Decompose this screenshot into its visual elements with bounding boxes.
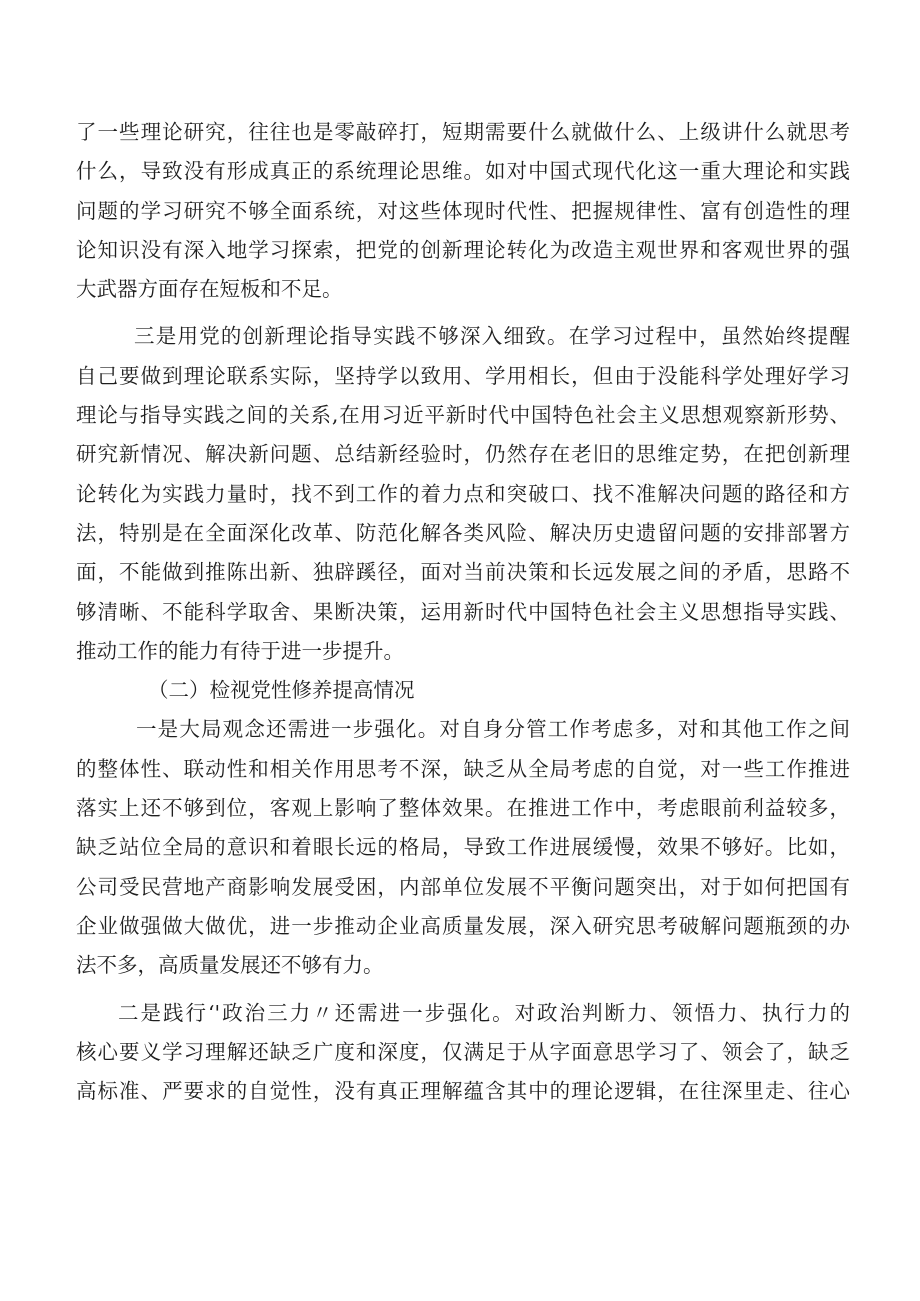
paragraph-theory-study	[76, 113, 850, 309]
text-line: 的整体性、联动性和相关作用思考不深，缺乏从全局考虑的自觉，对一些工作推进	[76, 756, 850, 781]
text-line: 面，不能做到推陈出新、独辟蹊径，面对当前决策和长远发展之间的矛盾，思路不	[76, 560, 850, 585]
text-line: 一是大局观念还需进一步强化。对自身分管工作考虑多，对和其他工作之间	[136, 717, 850, 742]
text-line: 公司受民营地产商影响发展受困，内部单位发展不平衡问题突出，对于如何把国有	[76, 874, 850, 899]
text-line: 推动工作的能力有待于进一步提升。	[76, 638, 404, 663]
text-line: 落实上还不够到位，客观上影响了整体效果。在推进工作中，考虑眼前利益较多，	[76, 796, 850, 821]
section-heading-text: （二）检视党性修养提高情况	[148, 678, 415, 703]
text-line: 研究新情况、解决新问题、总结新经验时，仍然存在老旧的思维定势，在把创新理	[76, 442, 850, 467]
paragraph-political-abilities	[76, 994, 850, 1112]
text-line: 论知识没有深入地学习探索，把党的创新理论转化为改造主观世界和客观世界的强	[76, 237, 850, 262]
text-line: 缺乏站位全局的意识和着眼长远的格局，导致工作进展缓慢，效果不够好。比如，	[76, 835, 850, 860]
text-line: 够清晰、不能科学取舍、果断决策，运用新时代中国特色社会主义思想指导实践、	[76, 599, 850, 624]
text-line: 问题的学习研究不够全面系统，对这些体现时代性、把握规律性、富有创造性的理	[76, 198, 850, 223]
text-line: 什么，导致没有形成真正的系统理论思维。如对中国式现代化这一重大理论和实践	[76, 159, 850, 184]
document-body	[76, 113, 850, 1111]
section-heading	[76, 671, 850, 710]
text-line: 法，特别是在全面深化改革、防范化解各类风险、解决历史遗留问题的安排部署方	[76, 520, 850, 545]
paragraph-theory-practice	[76, 317, 850, 671]
text-line: 自己要做到理论联系实际，坚持学以致用、学用相长，但由于没能科学处理好学习	[76, 363, 850, 388]
text-line: 三是用党的创新理论指导实践不够深入细致。在学习过程中，虽然始终提醒	[134, 324, 850, 349]
paragraph-overall-view	[76, 710, 850, 985]
text-line: 论转化为实践力量时，找不到工作的着力点和突破口、找不准解决问题的路径和方	[76, 481, 850, 506]
text-line: 核心要义学习理解还缺乏广度和深度，仅满足于从字面意思学习了、领会了，缺乏	[76, 1039, 850, 1064]
text-line: 法不多，高质量发展还不够有力。	[76, 953, 384, 978]
text-line: 企业做强做大做优，进一步推动企业高质量发展，深入研究思考破解问题瓶颈的办	[76, 913, 850, 938]
text-line: 二是践行‘'政治三力〃还需进一步强化。对政治判断力、领悟力、执行力的	[118, 1000, 850, 1025]
text-line: 大武器方面存在短板和不足。	[76, 277, 343, 302]
text-line: 理论与指导实践之间的关系,在用习近平新时代中国特色社会主义思想观察新形势、	[76, 403, 850, 428]
text-line: 高标准、严要求的自觉性，没有真正理解蕴含其中的理论逻辑，在往深里走、往心	[76, 1079, 850, 1104]
text-line: 了一些理论研究，往往也是零敲碎打，短期需要什么就做什么、上级讲什么就思考	[76, 120, 850, 144]
